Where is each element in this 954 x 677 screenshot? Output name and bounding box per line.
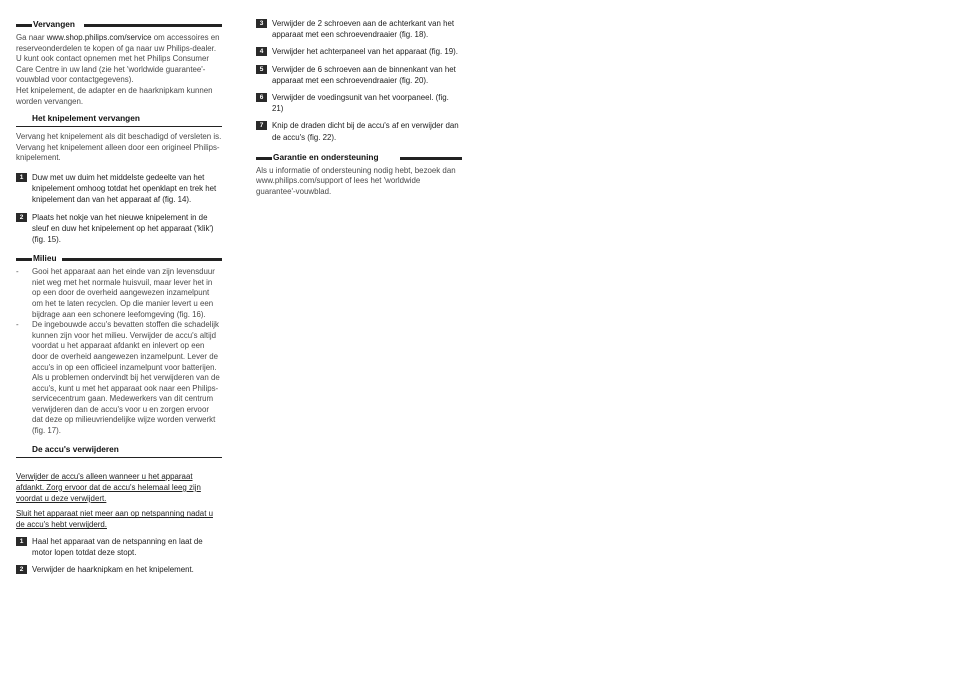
- list-dash: -: [16, 320, 19, 330]
- section-heading-milieu: [16, 252, 222, 264]
- section-title: Vervangen: [33, 19, 75, 29]
- garantie-paragraph: Als u informatie of ondersteuning nodig hebt, bezoek dan www.philips.com/support of lees het 'worldwide guarantee'-vouwblad.: [256, 165, 456, 197]
- step-number: 4: [256, 47, 267, 56]
- step-item: [256, 92, 462, 114]
- right-column: [256, 18, 462, 198]
- list-item: [16, 267, 222, 320]
- step-text: Verwijder de 2 schroeven aan de achterkant van het apparaat met een schroevendraaier (fig. 18).: [272, 19, 455, 40]
- step-item: [256, 46, 462, 57]
- step-number: 5: [256, 65, 267, 74]
- shop-link[interactable]: www.shop.philips.com/service: [46, 33, 152, 42]
- list-dash: -: [16, 267, 19, 277]
- subsection-heading-knipelement: Het knipelement vervangen: [16, 113, 222, 127]
- step-number: 2: [16, 213, 27, 222]
- step-text: Plaats het nokje van het nieuwe knipelement in de sleuf en duw het knipelement op het apparaat ('klik') (fig. 15).: [32, 212, 214, 244]
- warning-text: Verwijder de accu's alleen wanneer u het apparaat afdankt. Zorg ervoor dat de accu's helemaal leeg zijn voordat u deze verwijdert.: [16, 471, 201, 504]
- step-item: [16, 564, 222, 575]
- section-title: Garantie en ondersteuning: [273, 151, 379, 162]
- step-number: 3: [256, 19, 267, 28]
- step-text: Verwijder de voedingsunit van het voorpaneel. (fig. 21): [272, 93, 449, 114]
- step-text: Verwijder de 6 schroeven aan de binnenkant van het apparaat met een schroevendraaier (fig. 20).: [272, 64, 456, 85]
- step-number: 6: [256, 93, 267, 102]
- section-title: Milieu: [33, 253, 57, 264]
- section-heading-garantie: [256, 151, 462, 163]
- step-text: Verwijder de haarknipkam en het knipelement.: [32, 565, 194, 575]
- vervangen-paragraph: Ga naar www.shop.philips.com/service om accessoires en reserveonderdelen te kopen of ga naar uw Philips-dealer. U kunt ook contact opnemen met het Philips Consumer Care Centre in uw land (zie het 'worldwide guarantee'-vouwblad voor contactgegevens).: [16, 33, 220, 85]
- step-number: 1: [16, 537, 27, 546]
- step-number: 7: [256, 121, 267, 130]
- step-text: Haal het apparaat van de netspanning en laat de motor lopen totdat deze stopt.: [32, 536, 203, 557]
- section-heading-vervangen: [16, 18, 222, 30]
- step-text: Verwijder het achterpaneel van het apparaat (fig. 19).: [272, 47, 458, 57]
- subsection-heading-accus: De accu's verwijderen: [16, 444, 222, 458]
- step-number: 2: [16, 565, 27, 574]
- list-item: [16, 320, 222, 437]
- warning-text: Sluit het apparaat niet meer aan op netspanning nadat u de accu's hebt verwijderd.: [16, 509, 213, 530]
- step-item: [256, 18, 462, 40]
- step-text: Knip de draden dicht bij de accu's af en verwijder dan de accu's (fig. 22).: [272, 121, 459, 142]
- step-number: 1: [16, 173, 27, 182]
- vervangen-paragraph-2: Het knipelement, de adapter en de haarknipkam kunnen worden vervangen.: [16, 85, 213, 106]
- step-item: [256, 64, 462, 86]
- left-column: [16, 18, 222, 575]
- knipelement-intro: Vervang het knipelement als dit beschadigd of versleten is. Vervang het knipelement alleen door een origineel Philips-knipelement.: [16, 132, 222, 163]
- step-item: [16, 536, 222, 558]
- step-item: [16, 172, 222, 206]
- step-text: Duw met uw duim het middelste gedeelte van het knipelement omhoog totdat het openklapt en trek het knipelement dan van het apparaat af (fig. 14).: [32, 172, 217, 205]
- step-item: [16, 212, 222, 246]
- list-item-text: De ingebouwde accu's bevatten stoffen die schadelijk kunnen zijn voor het milieu. Verwijder de accu's altijd voordat u het apparaat afdankt en inlevert op een door de overheid aangewezen inzamelpunt. Lever de accu's in op een officieel inzamelpunt voor batterijen. Als u problemen ondervindt bij het verwijderen van de accu's, kunt u met het apparaat ook naar een Philips-servicecentrum gaan. Medewerkers van dit centrum verwijderen dan de accu's voor u en zorgen ervoor dat deze op milieuvriendelijke wijze worden verwerkt (fig. 17).: [32, 320, 220, 436]
- step-item: [256, 120, 462, 142]
- list-item-text: Gooi het apparaat aan het einde van zijn levensduur niet weg met het normale huisvuil, maar lever het in op een door de overheid aangewezen inzamelpunt om het te laten recyclen. Op die manier levert u een bijdrage aan een schonere leefomgeving (fig. 16).: [32, 267, 215, 319]
